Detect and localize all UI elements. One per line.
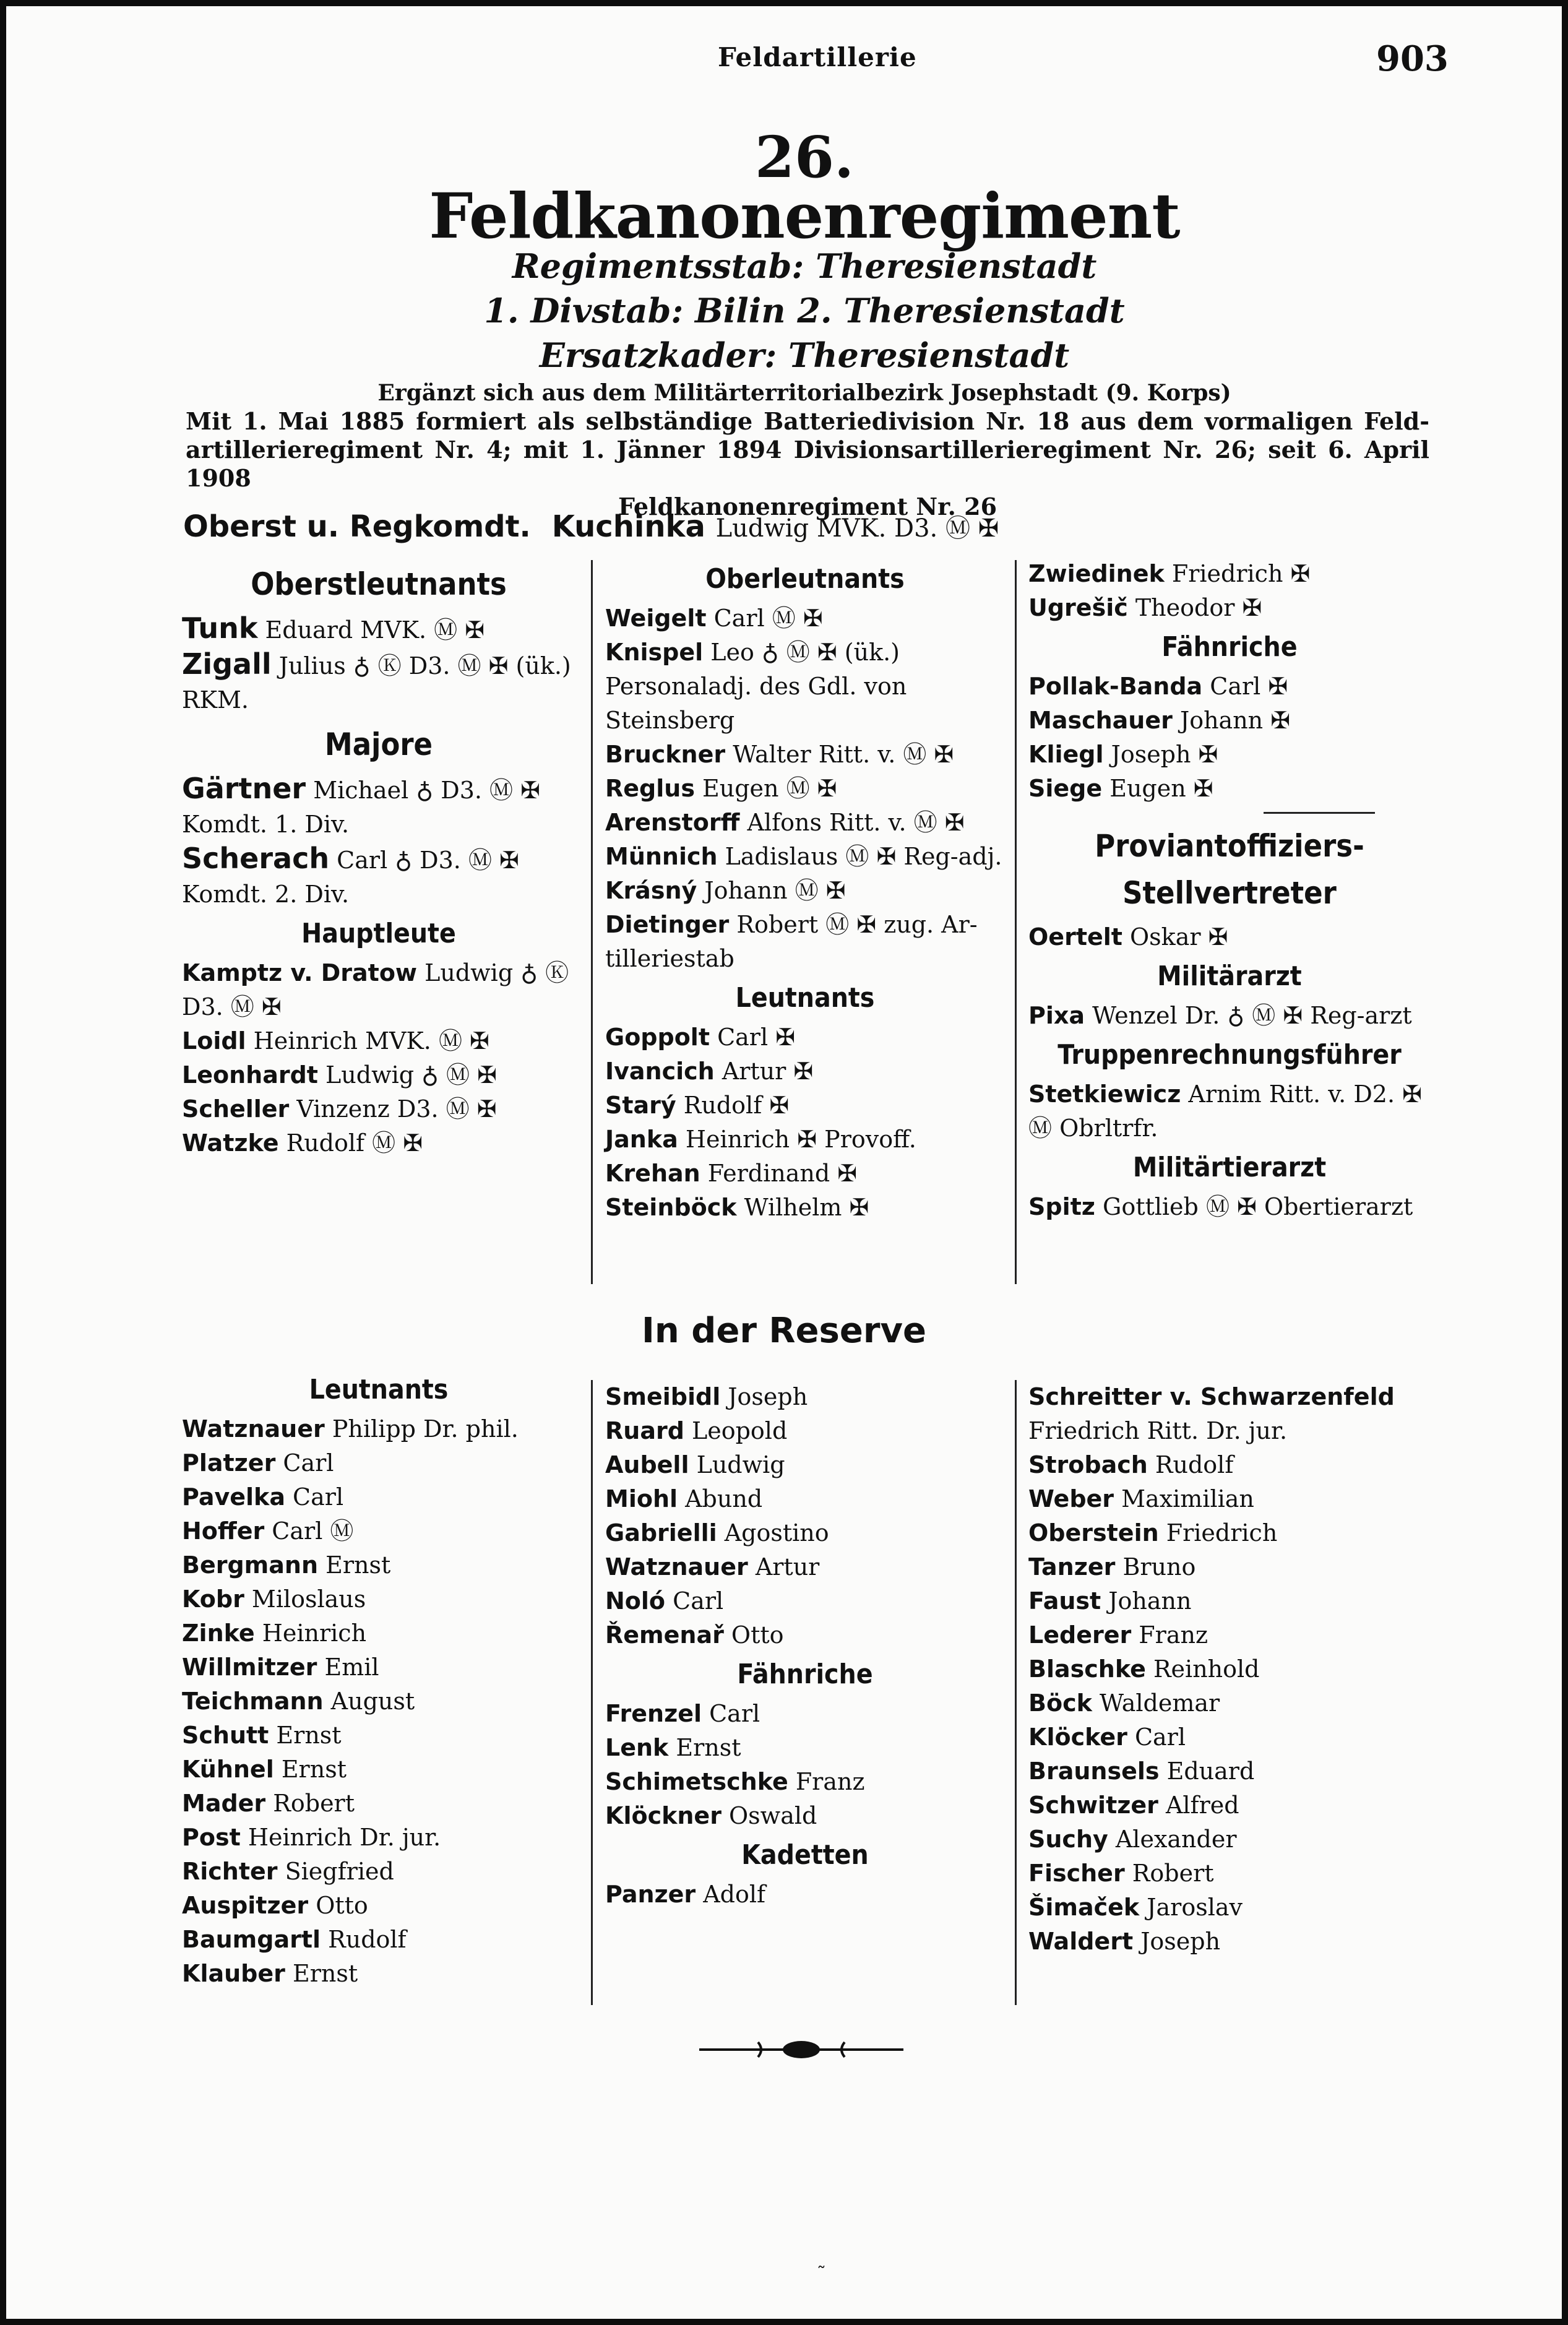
officer-details: Waldemar [1092,1689,1220,1717]
officer-details: Friedrich ✠ [1164,560,1311,587]
officer-details: Arnim Ritt. v. D2. ✠ Ⓜ Obrltrfr. [1028,1081,1422,1142]
officer-entry [1028,1618,1431,1652]
active-column-2 [605,557,1005,1225]
officer-entry [182,772,575,842]
section-heading: Oberleutnants [705,563,905,595]
officer-entry [605,1618,1005,1652]
officer-surname: Böck [1028,1689,1092,1717]
officer-details: Ludwig ♁ Ⓜ ✠ [317,1061,497,1089]
officer-entry [182,1514,575,1548]
officer-entry [1028,557,1431,591]
officer-surname: Schreitter v. Schwarzenfeld [1028,1383,1395,1410]
officer-details: Wilhelm ✠ [736,1194,869,1221]
section-heading: Hauptleute [301,918,456,949]
officer-surname: Willmitzer [182,1654,317,1681]
officer-entry [182,956,575,1024]
officer-details: Michael ♁ D3. Ⓜ ✠ Komdt. 1. Div. [182,777,540,838]
officer-surname: Oberstein [1028,1519,1159,1546]
section-heading: Oberstleutnants [251,566,507,602]
officer-details: Carl [1127,1723,1186,1751]
officer-details: Carl ✠ [710,1024,796,1051]
ersatzkader-line: Ersatzkader: Theresienstadt [539,335,1070,375]
officer-entry [605,908,1005,976]
officer-surname: Řemenař [605,1621,724,1649]
officer-details: Ernst [285,1960,358,1987]
officer-details: Friedrich Ritt. Dr. jur. [1028,1417,1288,1444]
officer-entry [605,1055,1005,1089]
officer-surname: Kobr [182,1585,244,1613]
reserve-column-1 [182,1368,575,1991]
officer-details: Joseph ✠ [1103,741,1218,768]
officer-details: Carl ✠ [1202,673,1288,700]
officer-surname: Šimaček [1028,1894,1140,1921]
officer-entry [1028,1857,1431,1891]
regimentsstab-line: Regimentsstab: Theresienstadt [512,246,1097,286]
officer-entry [605,1878,1005,1912]
officer-surname: Teichmann [182,1688,324,1715]
officer-details: Otto [308,1892,368,1919]
officer-entry [182,647,575,717]
officer-details: Johann [1101,1587,1192,1615]
officer-surname: Kühnel [182,1756,274,1783]
officer-surname: Auspitzer [182,1892,309,1919]
active-column-3 [1028,557,1431,1224]
officer-entry [1028,1516,1431,1550]
officer-details: Oskar ✠ [1122,923,1228,951]
officer-details: Rudolf [1147,1451,1234,1478]
officer-details: Eugen ✠ [1102,775,1213,802]
officer-surname: Ivancich [605,1058,715,1085]
officer-surname: Spitz [1028,1193,1095,1220]
officer-surname: Hoffer [182,1517,265,1545]
history-text-end: Feldkanonenregiment Nr. 26 [618,493,997,520]
officer-details: Friedrich [1158,1519,1278,1546]
section-heading: Leutnants [735,982,875,1014]
commander-details: Ludwig MVK. D3. Ⓜ ✠ [715,514,999,543]
officer-details: August [323,1688,415,1715]
officer-surname: Zinke [182,1620,255,1647]
officer-details: Siegfried [277,1858,394,1885]
officer-surname: Arenstorff [605,809,740,836]
officer-details: Carl [275,1449,334,1477]
officer-details: Heinrich [254,1620,367,1647]
officer-entry [605,874,1005,908]
officer-entry [1028,1754,1431,1788]
officer-entry [605,1380,1005,1414]
officer-surname: Krehan [605,1160,700,1187]
officer-surname: Loidl [182,1027,246,1055]
officer-entry [1028,1550,1431,1584]
officer-entry [182,842,575,912]
column-divider [1015,1380,1017,2005]
active-column-1 [182,557,575,1160]
officer-surname: Kamptz v. Dratow [182,959,418,986]
officer-entry [1028,999,1431,1033]
officer-entry [182,611,575,647]
officer-details: Bruno [1115,1553,1196,1581]
officer-details: Franz [788,1768,865,1795]
page-header [0,38,1568,82]
officer-details: Ernst [274,1756,347,1783]
officer-entry [1028,591,1431,625]
officer-entry [182,1126,575,1160]
section-heading: Majore [324,727,433,762]
officer-entry [182,1582,575,1616]
officer-details: Eduard MVK. Ⓜ ✠ [257,616,485,644]
officer-surname: Waldert [1028,1928,1134,1955]
officer-details: Ludwig ♁ Ⓚ D3. Ⓜ ✠ [182,959,569,1020]
reserve-title: In der Reserve [642,1311,926,1351]
officer-details: Ladislaus Ⓜ ✠ Reg-adj. [717,843,1002,870]
officer-details: Alfons Ritt. v. Ⓜ ✠ [739,809,965,836]
officer-details: Ferdinand ✠ [700,1160,858,1187]
officer-surname: Tanzer [1028,1553,1116,1581]
officer-surname: Bruckner [605,741,726,768]
officer-details: Robert Ⓜ ✠ zug. Ar-tilleriestab [605,911,978,972]
officer-details: Robert [1124,1860,1214,1887]
officer-details: Carl ♁ D3. Ⓜ ✠ Komdt. 2. Div. [182,847,519,908]
officer-entry [1028,1652,1431,1686]
officer-surname: Scherach [182,842,330,875]
officer-entry [182,1548,575,1582]
officer-entry [182,1480,575,1514]
officer-entry [182,1923,575,1957]
column-divider [591,1380,593,2005]
officer-entry [182,1855,575,1889]
officer-entry [1028,1720,1431,1754]
officer-entry [605,1414,1005,1448]
officer-details: Heinrich MVK. Ⓜ ✠ [246,1027,489,1055]
officer-entry [605,738,1005,772]
officer-details: Maximilian [1114,1485,1254,1512]
officer-details: Carl [285,1483,344,1511]
section-heading: Leutnants [309,1374,449,1405]
officer-surname: Ruard [605,1417,684,1444]
officer-entry [605,1157,1005,1191]
officer-surname: Weber [1028,1485,1114,1512]
recruitment-line: Ergänzt sich aus dem Militärterritorialbezirk Josephstadt (9. Korps) [377,380,1231,406]
officer-details: Otto [723,1621,784,1649]
officer-surname: Ugrešič [1028,594,1128,621]
officer-entry [182,1024,575,1058]
commander-surname: Kuchinka [551,509,705,544]
officer-details: Vinzenz D3. Ⓜ ✠ [289,1095,497,1123]
officer-details: Carl [702,1700,760,1727]
officer-surname: Klöcker [1028,1723,1127,1751]
officer-surname: Klöckner [605,1802,722,1829]
section-rule [1264,812,1375,814]
section-heading: Fähnriche [737,1659,873,1690]
officer-details: Oswald [721,1802,817,1829]
officer-surname: Mader [182,1790,266,1817]
officer-entry [182,1412,575,1446]
section-heading: Kadetten [741,1839,869,1871]
officer-entry [182,1957,575,1991]
officer-entry [1028,1822,1431,1857]
officer-surname: Oertelt [1028,923,1122,951]
officer-entry [1028,1925,1431,1959]
officer-entry [1028,1448,1431,1482]
officer-details: Joseph [720,1383,808,1410]
officer-details: Emil [317,1654,379,1681]
officer-surname: Platzer [182,1449,276,1477]
officer-surname: Klauber [182,1960,285,1987]
officer-details: Jaroslav [1139,1894,1243,1921]
officer-entry [605,1584,1005,1618]
history-text: Mit 1. Mai 1885 formiert als selbständige Batteriedivision Nr. 18 aus dem vormaligen Feld-artillerieregiment Nr. 4; mit 1. Jänner 1894 Divisionsartillerieregiment Nr. 26; seit 6. April 1908 [186,407,1429,492]
officer-details: Philipp Dr. phil. [324,1415,519,1443]
officer-surname: Noló [605,1587,666,1615]
officer-surname: Zigall [182,647,272,681]
regiment-history [186,407,1429,521]
officer-details: Alexander [1108,1826,1237,1853]
officer-entry [1028,670,1431,704]
officer-entry [1028,1482,1431,1516]
officer-entry [182,1821,575,1855]
officer-surname: Krásný [605,877,697,904]
officer-entry [605,1123,1005,1157]
officer-surname: Tunk [182,611,258,645]
officer-surname: Lenk [605,1734,669,1761]
officer-entry [605,1516,1005,1550]
officer-details: Agostino [717,1519,829,1546]
commander-rank: Oberst u. Regkomdt. [183,509,531,544]
officer-surname: Panzer [605,1881,696,1908]
officer-details: Walter Ritt. v. Ⓜ ✠ [725,741,954,768]
officer-entry [1028,920,1431,954]
officer-entry [182,1719,575,1753]
officer-surname: Faust [1028,1587,1101,1615]
officer-surname: Dietinger [605,911,730,938]
officer-entry [605,1799,1005,1833]
section-heading: Proviantoffiziers-Stellvertreter [1095,828,1364,911]
officer-entry [182,1889,575,1923]
officer-entry [182,1092,575,1126]
officer-details: Ludwig [689,1451,785,1478]
officer-entry [1028,1788,1431,1822]
officer-surname: Strobach [1028,1451,1148,1478]
officer-entry [605,1697,1005,1731]
column-divider [591,560,593,1284]
officer-entry [182,1650,575,1684]
officer-surname: Knispel [605,639,704,666]
officer-entry [605,840,1005,874]
officer-entry [605,806,1005,840]
section-heading: Truppenrechnungsführer [1058,1039,1402,1071]
regiment-title: Feldkanonenregiment [429,179,1180,252]
officer-surname: Starý [605,1092,676,1119]
officer-entry [1028,1584,1431,1618]
officer-surname: Watznauer [182,1415,325,1443]
officer-details: Ernst [318,1551,391,1579]
officer-surname: Steinböck [605,1194,737,1221]
officer-surname: Stetkiewicz [1028,1081,1181,1108]
officer-surname: Pollak-Banda [1028,673,1203,700]
officer-entry [1028,738,1431,772]
officer-entry [605,636,1005,738]
officer-details: Johann Ⓜ ✠ [697,877,846,904]
officer-details: Robert [265,1790,355,1817]
officer-details: Alfred [1158,1792,1239,1819]
officer-surname: Watzke [182,1129,279,1157]
officer-details: Johann ✠ [1172,707,1291,734]
divstab-line: 1. Divstab: Bilin 2. Theresienstadt [484,291,1125,330]
officer-entry [182,1446,575,1480]
officer-details: Franz [1131,1621,1208,1649]
officer-details: Miloslaus [244,1585,366,1613]
officer-details: Rudolf [321,1926,407,1953]
officer-entry [182,1616,575,1650]
officer-details: Carl [665,1587,724,1615]
officer-surname: Smeibidl [605,1383,721,1410]
officer-surname: Suchy [1028,1826,1108,1853]
officer-entry [182,1753,575,1787]
officer-entry [605,1448,1005,1482]
stray-mark: ˷ [817,2248,826,2269]
officer-surname: Watznauer [605,1553,748,1581]
officer-surname: Weigelt [605,605,707,632]
officer-details: Eugen Ⓜ ✠ [694,775,837,802]
officer-surname: Fischer [1028,1860,1125,1887]
officer-surname: Frenzel [605,1700,702,1727]
officer-surname: Baumgartl [182,1926,321,1953]
officer-surname: Richter [182,1858,278,1885]
officer-surname: Kliegl [1028,741,1104,768]
regiment-number: 26. [754,124,855,191]
officer-details: Leopold [684,1417,788,1444]
officer-details: Carl Ⓜ ✠ [706,605,823,632]
officer-entry [605,602,1005,636]
officer-entry [182,1684,575,1719]
officer-details: Rudolf ✠ [676,1092,790,1119]
officer-surname: Schimetschke [605,1768,788,1795]
officer-details: Carl Ⓜ [264,1517,354,1545]
officer-details: Leo ♁ Ⓜ ✠ (ük.) Personaladj. des Gdl. von Steinsberg [605,639,907,734]
officer-surname: Schwitzer [1028,1792,1158,1819]
officer-entry [605,772,1005,806]
officer-entry [182,1058,575,1092]
officer-entry [1028,704,1431,738]
officer-surname: Blaschke [1028,1655,1146,1683]
officer-details: Heinrich Dr. jur. [240,1824,441,1851]
officer-entry [1028,1190,1431,1224]
officer-surname: Gabrielli [605,1519,717,1546]
officer-details: Julius ♁ Ⓚ D3. Ⓜ ✠ (ük.) RKM. [182,652,571,714]
section-heading: Militärtierarzt [1132,1152,1327,1183]
officer-surname: Miohl [605,1485,678,1512]
page-number: 903 [1376,38,1449,79]
officer-surname: Pixa [1028,1002,1085,1029]
closing-ornament [699,2036,903,2063]
officer-surname: Braunsels [1028,1758,1160,1785]
officer-entry [1028,772,1431,806]
officer-details: Theodor ✠ [1127,594,1262,621]
officer-details: Gottlieb Ⓜ ✠ Obertierarzt [1095,1193,1413,1220]
officer-surname: Aubell [605,1451,689,1478]
officer-details: Reinhold [1145,1655,1260,1683]
officer-details: Rudolf Ⓜ ✠ [278,1129,423,1157]
officer-entry [1028,1077,1431,1145]
officer-surname: Maschauer [1028,707,1173,734]
officer-surname: Pavelka [182,1483,285,1511]
officer-details: Heinrich ✠ Provoff. [678,1126,916,1153]
section-heading: Fähnriche [1161,631,1298,663]
officer-entry [605,1089,1005,1123]
officer-details: Ernst [668,1734,741,1761]
officer-details: Artur [747,1553,820,1581]
officer-surname: Gärtner [182,772,306,805]
officer-surname: Goppolt [605,1024,710,1051]
section-heading: Militärarzt [1157,960,1302,992]
officer-entry [605,1191,1005,1225]
officer-entry [182,1787,575,1821]
column-divider [1015,560,1017,1284]
officer-entry [1028,1380,1431,1448]
officer-entry [605,1550,1005,1584]
officer-surname: Siege [1028,775,1103,802]
officer-surname: Bergmann [182,1551,319,1579]
reserve-column-3 [1028,1380,1431,1959]
reserve-column-2 [605,1380,1005,1912]
officer-surname: Zwiedinek [1028,560,1165,587]
officer-surname: Lederer [1028,1621,1132,1649]
officer-details: Joseph [1133,1928,1221,1955]
officer-details: Abund [678,1485,763,1512]
officer-surname: Münnich [605,843,718,870]
officer-entry [605,1482,1005,1516]
officer-entry [605,1020,1005,1055]
officer-surname: Leonhardt [182,1061,318,1089]
officer-surname: Janka [605,1126,678,1153]
officer-surname: Scheller [182,1095,290,1123]
officer-surname: Reglus [605,775,695,802]
officer-details: Ernst [269,1722,342,1749]
officer-details: Eduard [1159,1758,1255,1785]
officer-details: Artur ✠ [714,1058,814,1085]
officer-surname: Schutt [182,1722,269,1749]
officer-details: Wenzel Dr. ♁ Ⓜ ✠ Reg-arzt [1085,1002,1412,1029]
officer-entry [1028,1686,1431,1720]
officer-entry [605,1731,1005,1765]
regiment-commander [183,509,999,544]
officer-surname: Post [182,1824,241,1851]
officer-details: Adolf [696,1881,766,1908]
officer-entry [1028,1891,1431,1925]
running-title: Feldartillerie [718,42,917,72]
officer-entry [605,1765,1005,1799]
